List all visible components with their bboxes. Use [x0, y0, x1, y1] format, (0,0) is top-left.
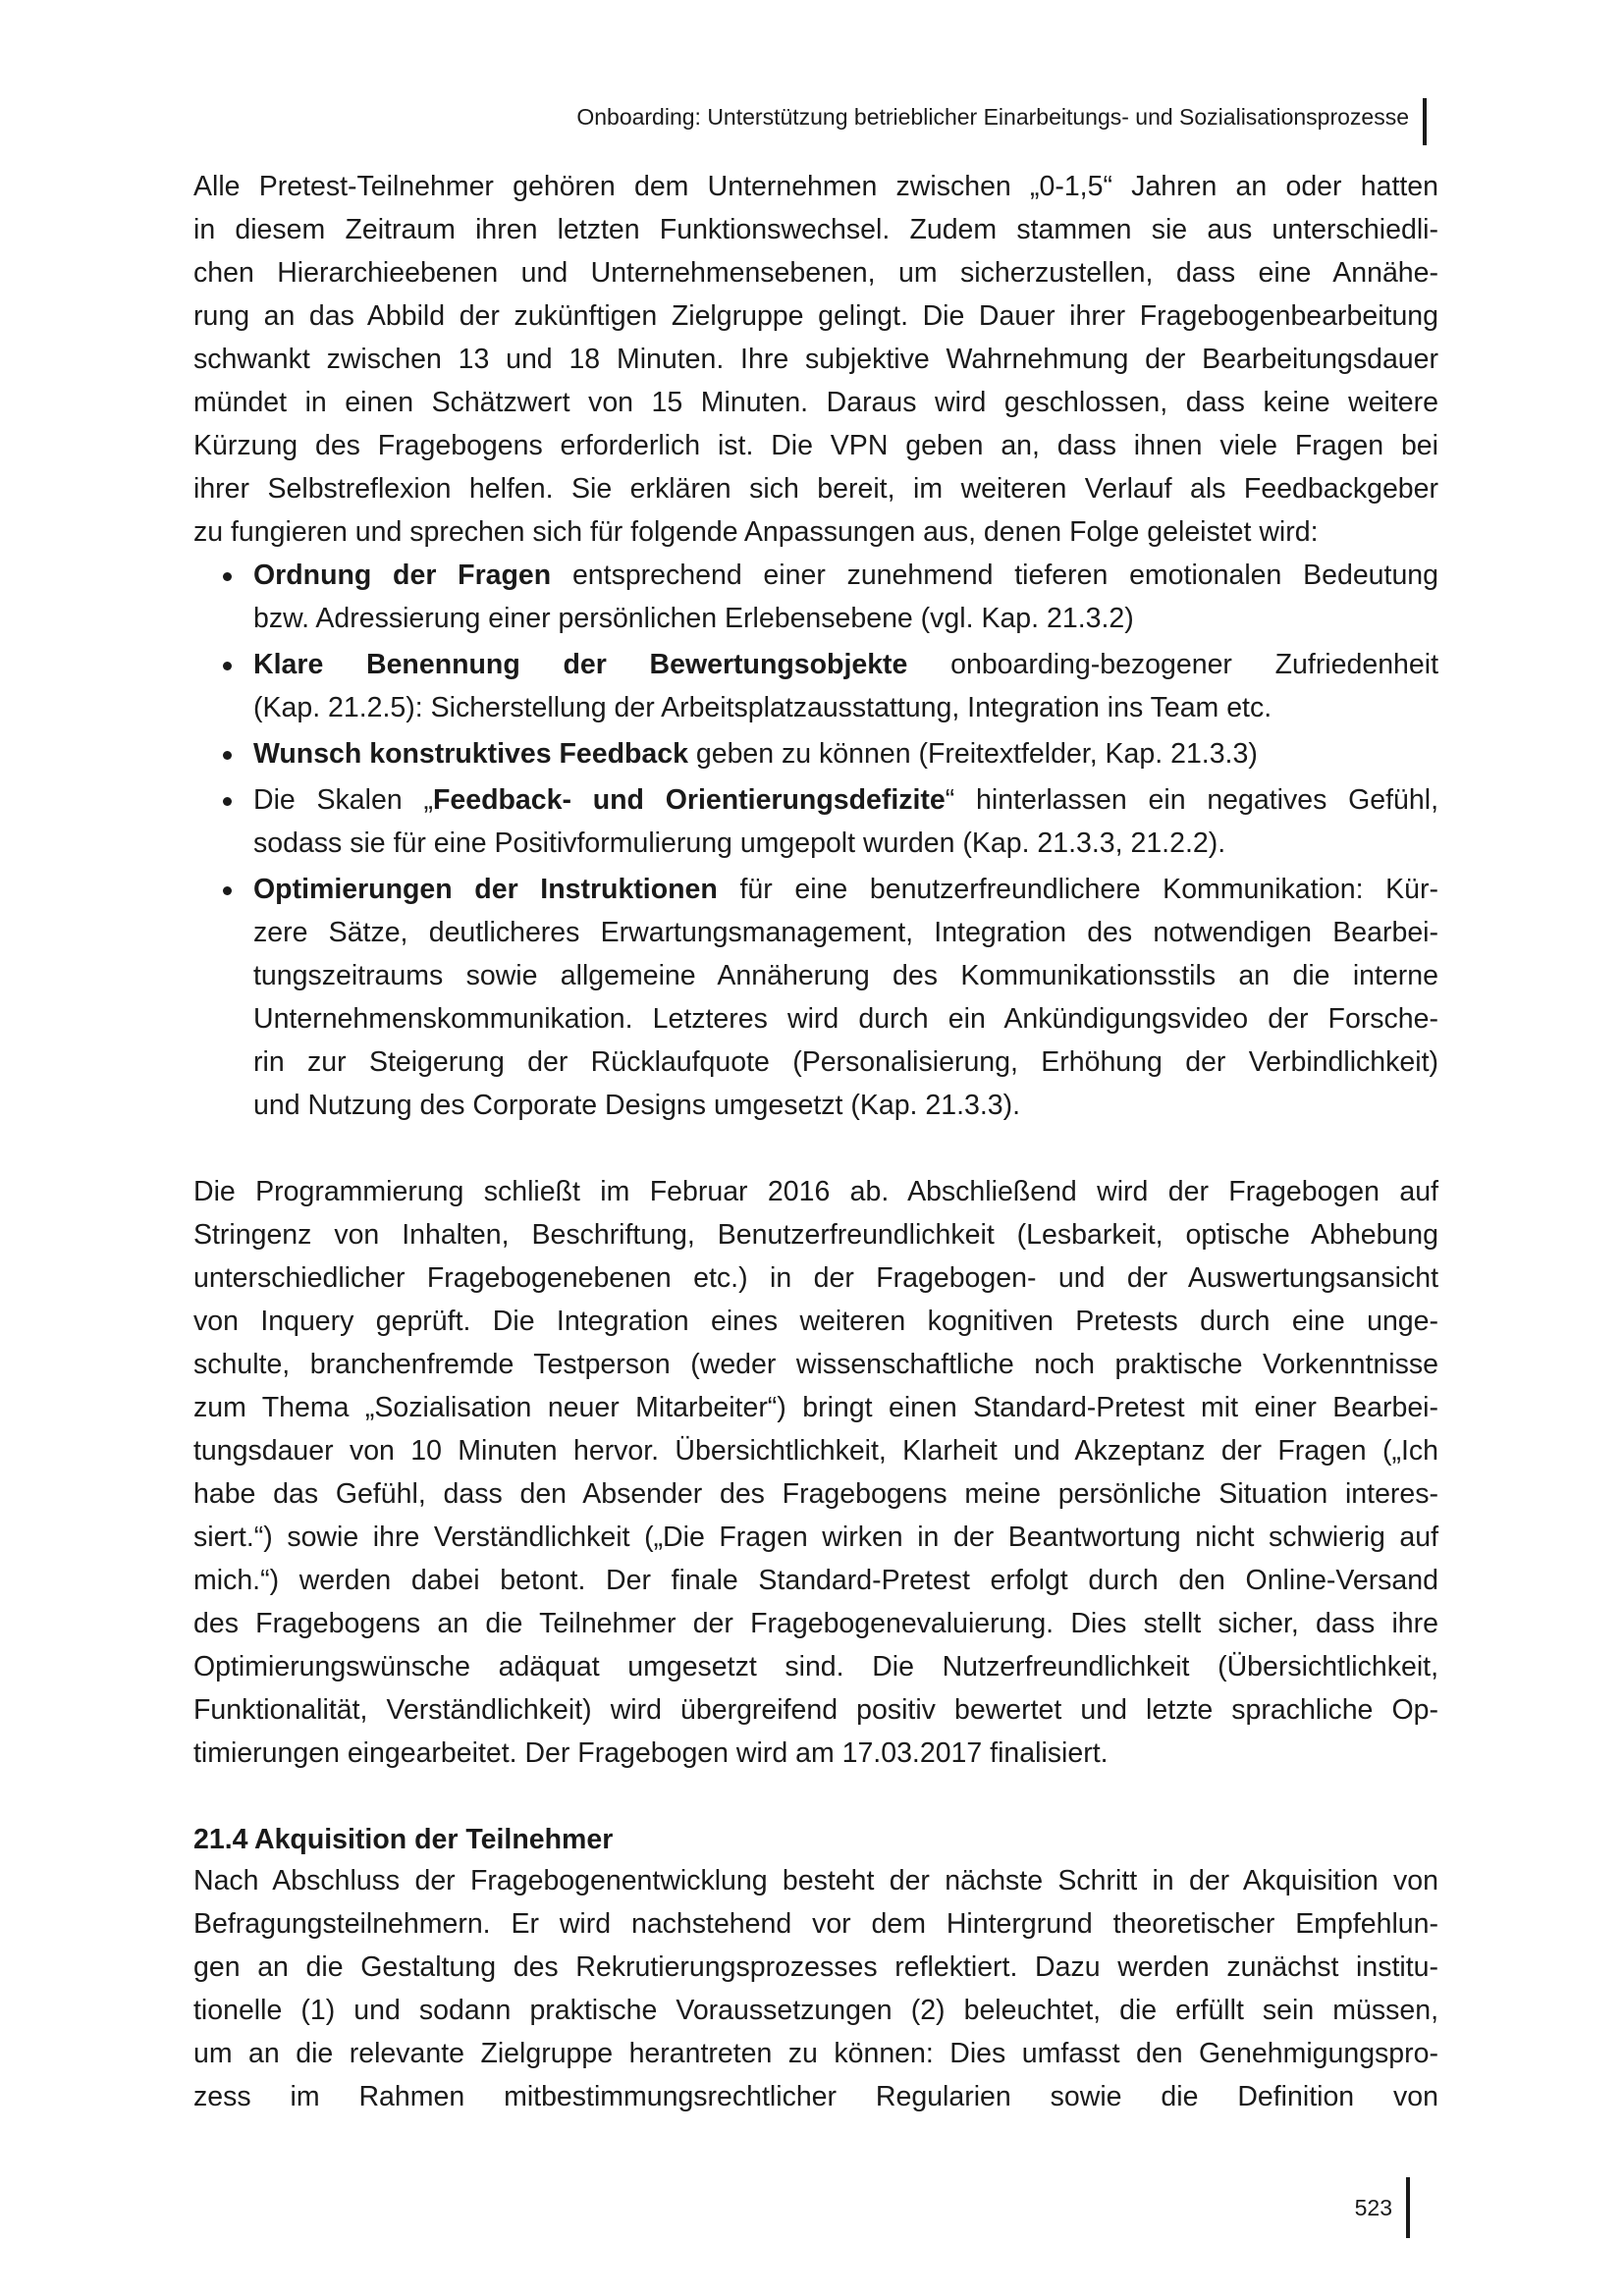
text-line: schwankt zwischen 13 und 18 Minuten. Ihre subjektive Wahrnehmung der Bearbeitungsdauer: [193, 344, 1438, 375]
text-line: zu fungieren und sprechen sich für folgende Anpassungen aus, denen Folge geleistet wird:: [193, 516, 1319, 548]
footer-rule: [1406, 2177, 1410, 2238]
text-span: tungszeitraums sowie allgemeine Annäherung des Kommunikationsstils an die interne: [253, 960, 1438, 991]
bullet-dot-icon: [223, 751, 232, 760]
text-span: für eine benutzerfreundlichere Kommunikation: Kür-: [717, 874, 1438, 905]
text-line: des Fragebogens an die Teilnehmer der Fragebogenevaluierung. Dies stellt sicher, dass ihre: [193, 1608, 1438, 1639]
bold-term: Wunsch konstruktives Feedback: [253, 738, 688, 770]
text-span: zere Sätze, deutlicheres Erwartungsmanagement, Integration des notwendigen Bearbei-: [253, 917, 1438, 948]
bullet-item: [193, 778, 1438, 865]
bullet-item: [193, 732, 1438, 775]
text-line: rung an das Abbild der zukünftigen Zielgruppe gelingt. Die Dauer ihrer Fragebogenbearbeitung: [193, 300, 1438, 332]
text-span: bzw. Adressierung einer persönlichen Erlebensebene (vgl. Kap. 21.3.2): [253, 603, 1134, 634]
text-line: Nach Abschluss der Fragebogenentwicklung besteht der nächste Schritt in der Akquisition von: [193, 1865, 1438, 1896]
text-line: [253, 868, 1438, 911]
text-line: Stringenz von Inhalten, Beschriftung, Benutzerfreundlichkeit (Lesbarkeit, optische Abhebung: [193, 1219, 1438, 1251]
text-line: habe das Gefühl, dass den Absender des Fragebogens meine persönliche Situation interes-: [193, 1478, 1438, 1510]
text-line: von Inquery geprüft. Die Integration eines weiteren kognitiven Pretests durch eine unge-: [193, 1306, 1438, 1337]
text-line: [253, 954, 1438, 997]
page-number: 523: [1354, 2195, 1392, 2220]
paragraph-programming: [193, 1170, 1438, 1775]
text-line: Die Programmierung schließt im Februar 2016 ab. Abschließend wird der Fragebogen auf: [193, 1176, 1438, 1207]
bullet-item: [193, 868, 1438, 1127]
text-span: sodass sie für eine Positivformulierung umgepolt wurden (Kap. 21.3.3, 21.2.2).: [253, 828, 1226, 859]
bold-term: Optimierungen der Instruktionen: [253, 874, 718, 905]
section-title: Akquisition der Teilnehmer: [254, 1824, 614, 1855]
bold-term: Klare Benennung der Bewertungsobjekte: [253, 649, 908, 680]
text-span: onboarding-bezogener Zufriedenheit: [907, 649, 1438, 680]
paragraph-pretest: [193, 165, 1438, 554]
bold-term: Ordnung der Fragen: [253, 560, 552, 591]
bold-term: Feedback- und Orientierungsdefizite: [432, 784, 946, 816]
text-line: ihrer Selbstreflexion helfen. Sie erklären sich bereit, im weiteren Verlauf als Feedbackgeber: [193, 473, 1438, 505]
text-line: [253, 1041, 1438, 1084]
text-line: [253, 643, 1438, 686]
bullet-item: [193, 554, 1438, 640]
text-line: chen Hierarchieebenen und Unternehmensebenen, um sicherzustellen, dass eine Annähe-: [193, 257, 1438, 289]
text-line: [253, 997, 1438, 1041]
text-span: geben zu können (Freitextfelder, Kap. 21.3.3): [687, 738, 1258, 770]
text-line: in diesem Zeitraum ihren letzten Funktionswechsel. Zudem stammen sie aus unterschiedli-: [193, 214, 1438, 245]
text-line: [253, 686, 1438, 729]
text-line: tionelle (1) und sodann praktische Voraussetzungen (2) beleuchtet, die erfüllt sein müssen,: [193, 1995, 1438, 2026]
text-span: Unternehmenskommunikation. Letzteres wird durch ein Ankündigungsvideo der Forsche-: [253, 1003, 1438, 1035]
text-line: gen an die Gestaltung des Rekrutierungsprozesses reflektiert. Dazu werden zunächst institu-: [193, 1951, 1438, 1983]
bullet-dot-icon: [223, 572, 232, 581]
page-body: [193, 165, 1438, 2162]
text-line: mündet in einen Schätzwert von 15 Minuten. Daraus wird geschlossen, dass keine weitere: [193, 387, 1438, 418]
text-line: Funktionalität, Verständlichkeit) wird übergreifend positiv bewertet und letzte sprachliche Op-: [193, 1694, 1438, 1726]
text-line: tungsdauer von 10 Minuten hervor. Übersichtlichkeit, Klarheit und Akzeptanz der Fragen („Ich: [193, 1435, 1438, 1467]
bullet-dot-icon: [223, 886, 232, 895]
header-rule: [1423, 98, 1427, 145]
text-line: schulte, branchenfremde Testperson (weder wissenschaftliche noch praktische Vorkenntnisse: [193, 1349, 1438, 1380]
running-header: Onboarding: Unterstützung betrieblicher Einarbeitungs- und Sozialisationsprozesse: [576, 104, 1409, 130]
bullet-dot-icon: [223, 662, 232, 670]
section-number: 21.4: [193, 1824, 248, 1855]
bullet-dot-icon: [223, 797, 232, 806]
text-span: “ hinterlassen ein negatives Gefühl,: [945, 784, 1439, 816]
text-line: [253, 597, 1438, 640]
text-span: rin zur Steigerung der Rücklaufquote (Personalisierung, Erhöhung der Verbindlichkeit): [253, 1046, 1438, 1078]
text-line: [253, 778, 1438, 822]
bullet-list-adjustments: [193, 554, 1438, 1127]
text-span: und Nutzung des Corporate Designs umgesetzt (Kap. 21.3.3).: [253, 1090, 1021, 1121]
text-span: (Kap. 21.2.5): Sicherstellung der Arbeitsplatzausstattung, Integration ins Team etc.: [253, 692, 1272, 723]
paragraph-acquisition: [193, 1859, 1438, 2118]
text-line: [253, 732, 1438, 775]
text-line: unterschiedlicher Fragebogenebenen etc.) in der Fragebogen- und der Auswertungsansicht: [193, 1262, 1438, 1294]
text-line: mich.“) werden dabei betont. Der finale Standard-Pretest erfolgt durch den Online-Versand: [193, 1565, 1438, 1596]
text-line: [253, 554, 1438, 597]
text-line: Alle Pretest-Teilnehmer gehören dem Unternehmen zwischen „0-1,5“ Jahren an oder hatten: [193, 171, 1438, 202]
text-line: Befragungsteilnehmern. Er wird nachstehend vor dem Hintergrund theoretischer Empfehlun-: [193, 1908, 1438, 1940]
text-line: Optimierungswünsche adäquat umgesetzt sind. Die Nutzerfreundlichkeit (Übersichtlichkeit,: [193, 1651, 1438, 1682]
text-line: siert.“) sowie ihre Verständlichkeit („Die Fragen wirken in der Beantwortung nicht schwierig auf: [193, 1522, 1438, 1553]
bullet-item: [193, 643, 1438, 729]
text-line: um an die relevante Zielgruppe herantreten zu können: Dies umfasst den Genehmigungspro-: [193, 2038, 1438, 2069]
text-line: [253, 822, 1438, 865]
text-span: Die Skalen „: [253, 784, 433, 816]
text-line: [253, 1084, 1438, 1127]
section-heading: [193, 1818, 1438, 1861]
text-line: [253, 911, 1438, 954]
text-line: zess im Rahmen mitbestimmungsrechtlicher Regularien sowie die Definition von: [193, 2081, 1438, 2112]
text-line: zum Thema „Sozialisation neuer Mitarbeiter“) bringt einen Standard-Pretest mit einer Bearbei-: [193, 1392, 1438, 1423]
text-line: timierungen eingearbeitet. Der Fragebogen wird am 17.03.2017 finalisiert.: [193, 1737, 1109, 1769]
text-span: entsprechend einer zunehmend tieferen emotionalen Bedeutung: [551, 560, 1438, 591]
text-line: Kürzung des Fragebogens erforderlich ist. Die VPN geben an, dass ihnen viele Fragen bei: [193, 430, 1438, 461]
